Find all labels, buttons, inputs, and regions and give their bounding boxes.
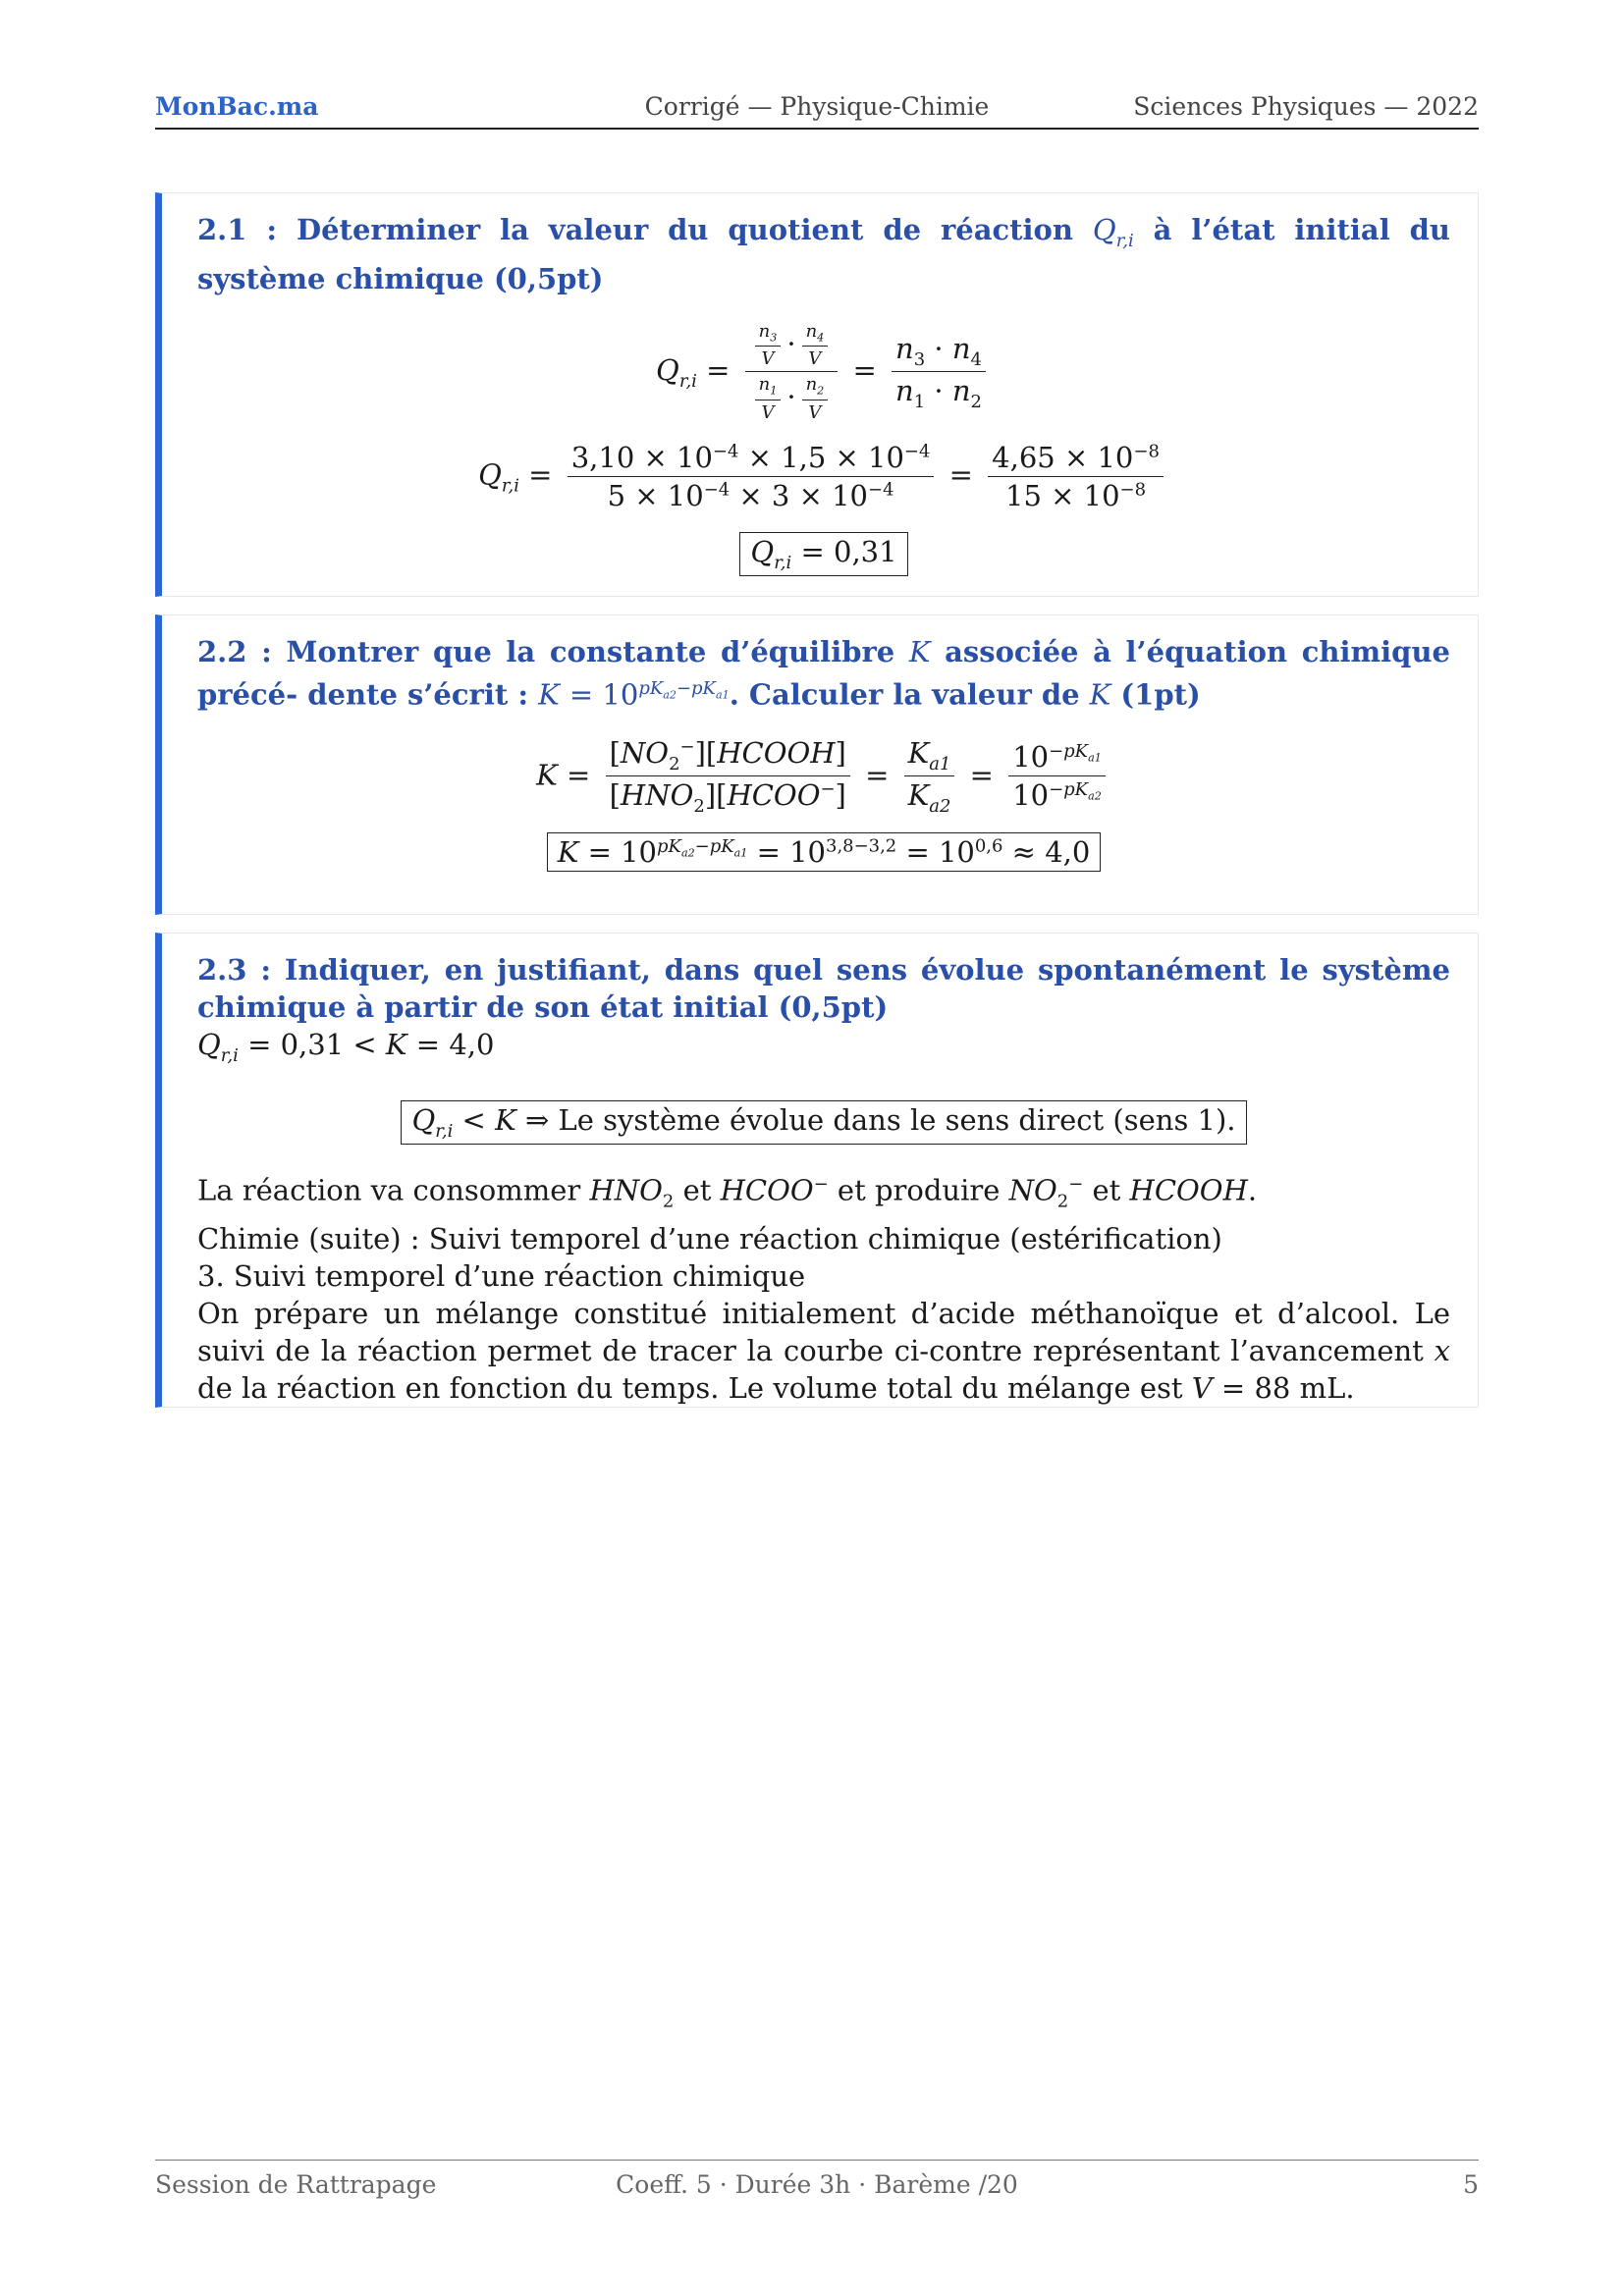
title-pre: 2.1 : Déterminer la valeur du quotient de réaction: [197, 213, 1073, 246]
comparison-line: $Q_{r,i} = 0,31 < K = 4,0$: [197, 1028, 495, 1066]
title-math: $Q_{r,i}$: [1092, 213, 1134, 251]
header-title: Corrigé — Physique-Chimie: [644, 92, 990, 121]
equation-qri-numeric: $Q_{r,i}$ = $\frac{3,10 \times 10^{-4} \times 1,5 \times 10^{-4}}{5 \times 10^{-4} \times 3 \times 10^{-4}}$ = $\frac{4,65 \times 10^{-8}}{15 \times 10^{-8}}$: [197, 441, 1450, 512]
question-2-1-box: [155, 192, 1479, 597]
conclusion-text: Le système évolue dans le sens direct (sens 1).: [558, 1102, 1236, 1137]
question-2-3-box: [155, 933, 1479, 1408]
header-subject: Sciences Physiques — 2022: [1133, 92, 1479, 121]
equation-k-definition: K = $\frac{[NO_2^-][HCOOH]}{[HNO_2][HCOO^-]}$ = $\frac{K_{a1}}{K_{a2}}$ = $\frac{10^{-pK_{a1}}}{10^{-pK_{a2}}}$: [197, 736, 1450, 818]
brand-link[interactable]: MonBac.ma: [155, 92, 319, 121]
chimie-suite-line: Chimie (suite) : Suivi temporel d’une réaction chimique (estérification): [197, 1222, 1222, 1256]
question-2-2-title: 2.2 : Montrer que la constante d’équilibre K associée à l’équation chimique précé- dente s’écrit : $K = 10^{pK_{a2}-pK_{a1}}$. Calculer la valeur de K (1pt): [197, 635, 1450, 712]
page-number: 5: [1463, 2170, 1479, 2199]
question-2-2-box: [155, 614, 1479, 915]
footer-session: Session de Rattrapage: [155, 2170, 437, 2199]
section-3-heading: 3. Suivi temporel d’une réaction chimique: [197, 1259, 806, 1294]
conclusion-box: $Q_{r,i} < K$ ⇒ Le système évolue dans le sens direct (sens 1).: [197, 1100, 1450, 1145]
page-footer: [155, 2160, 1479, 2204]
intro-paragraph: On prépare un mélange constitué initialement d’acide méthanoïque et d’alcool. Le suivi de la réaction permet de tracer la courbe ci-contre représentant l’avancement x de la réaction en fonction du temps. Le volume total du mélange est V = 88 mL.: [197, 1297, 1450, 1406]
question-2-1-title: [197, 211, 1450, 297]
result-qri: $Q_{r,i} = 0,31$: [197, 532, 1450, 576]
question-2-3-title: 2.3 : Indiquer, en justifiant, dans quel sens évolue spontanément le système chimique à partir de son état initial (0,5pt): [197, 953, 1450, 1024]
result-k: $K = 10^{pK_{a2}-pK_{a1}} = 10^{3,8-3,2} = 10^{0,6} \approx 4,0$: [197, 832, 1450, 872]
reaction-line: La réaction va consommer $HNO_2$ et HCOO− et produire $NO_2^-$ et HCOOH.: [197, 1173, 1258, 1212]
equation-qri-definition: $Q_{r,i}$ = $\frac{n_3}{V}$ · $\frac{n_4}{V}$ $\frac{n_1}{V}$ · $\frac{n_2}{V}$ = $\frac{n_3 \cdot n_4}{n_1 \cdot n_2}$: [197, 321, 1450, 423]
footer-info: Coeff. 5 · Durée 3h · Barème /20: [616, 2170, 1018, 2199]
page-header: [155, 90, 1479, 130]
title-post: à l’état initial du système chimique (0,5pt): [197, 213, 1450, 295]
